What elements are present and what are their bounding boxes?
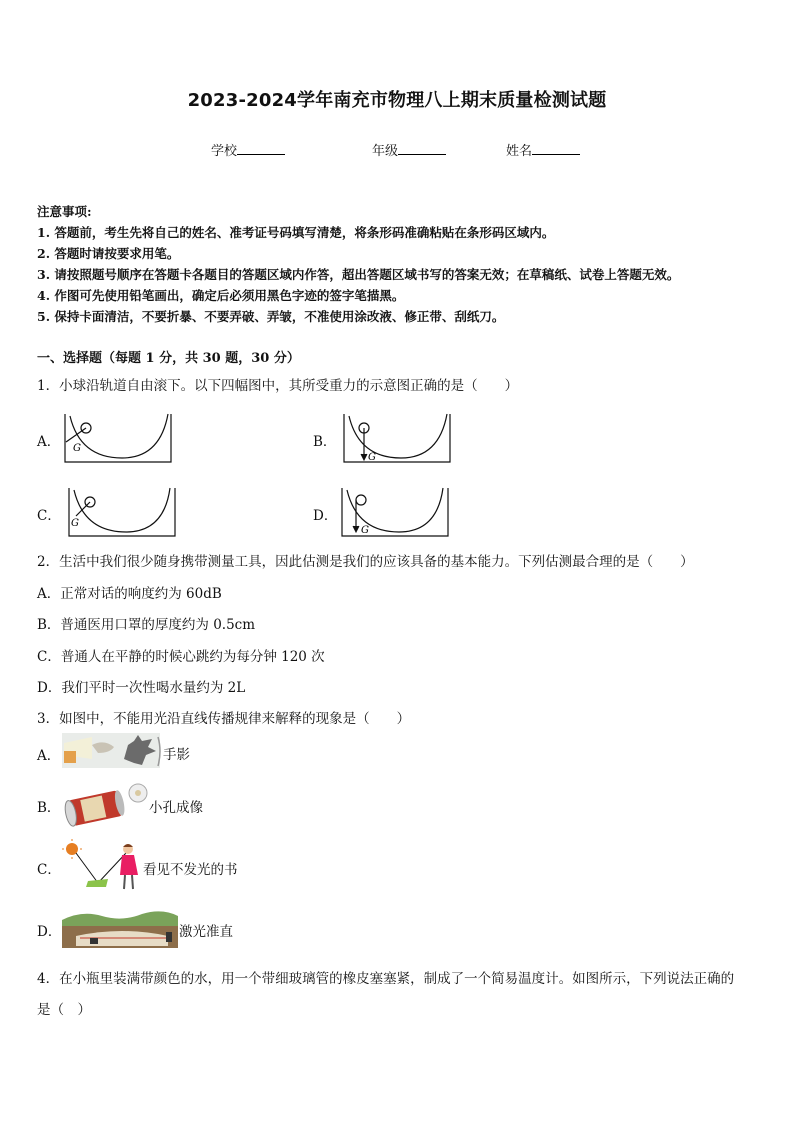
q3-option-a-label: A． bbox=[37, 748, 61, 764]
force-label-g: G bbox=[73, 443, 81, 454]
q3-caption-c: 看见不发光的书 bbox=[143, 862, 238, 878]
notes-heading: 注意事项: bbox=[37, 204, 92, 219]
q3-caption-a: 手影 bbox=[163, 747, 190, 763]
q3-option-b-label: B． bbox=[37, 800, 61, 816]
school-field bbox=[211, 140, 285, 159]
q3-caption-b: 小孔成像 bbox=[149, 800, 203, 816]
q3-caption-d: 激光准直 bbox=[179, 924, 233, 940]
q1-figure-b bbox=[341, 410, 453, 466]
question-4-text-cont: 是（ ） bbox=[37, 1002, 91, 1018]
name-label: 姓名 bbox=[506, 144, 533, 159]
reflected-book-image bbox=[60, 839, 144, 893]
note-item: 5. 保持卡面清洁，不要折暴、不要弄破、弄皱，不准使用涂改液、修正带、刮纸刀。 bbox=[37, 309, 505, 324]
laser-tunnel-image bbox=[62, 908, 180, 948]
question-4-text: 4．在小瓶里装满带颜色的水，用一个带细玻璃管的橡皮塞塞紧，制成了一个简易温度计。如图所示，下列说法正确的 bbox=[37, 971, 735, 987]
name-blank bbox=[532, 141, 580, 155]
note-item: 1. 答题前，考生先将自己的姓名、准考证号码填写清楚，将条形码准确粘贴在条形码区域内。 bbox=[37, 225, 555, 240]
pinhole-camera-image bbox=[62, 779, 150, 825]
q1-figure-a bbox=[62, 410, 174, 466]
q2-option-d: D．我们平时一次性喝水量约为 2L bbox=[37, 680, 246, 696]
note-item: 4. 作图可先使用铅笔画出，确定后必须用黑色字迹的签字笔描黑。 bbox=[37, 288, 405, 303]
q1-option-b-label: B． bbox=[313, 434, 337, 450]
hand-shadow-image bbox=[62, 733, 162, 769]
force-label-g: G bbox=[361, 525, 369, 536]
name-field bbox=[506, 140, 580, 159]
grade-blank bbox=[398, 141, 446, 155]
q1-option-a-label: A． bbox=[37, 434, 61, 450]
question-2-text: 2．生活中我们很少随身携带测量工具，因此估测是我们的应该具备的基本能力。下列估测最合理的是（ ） bbox=[37, 554, 694, 570]
q1-figure-c bbox=[66, 484, 178, 540]
q1-option-d-label: D． bbox=[313, 508, 338, 524]
section-heading: 一、选择题（每题 1 分，共 30 题，30 分） bbox=[37, 351, 300, 366]
q3-option-d-label: D． bbox=[37, 924, 62, 940]
note-item: 3. 请按照题号顺序在答题卡各题目的答题区域内作答，超出答题区域书写的答案无效；在草稿纸、试卷上答题无效。 bbox=[37, 267, 680, 282]
note-item: 2. 答题时请按要求用笔。 bbox=[37, 246, 180, 261]
q1-figure-d bbox=[339, 484, 451, 540]
q1-option-c-label: C． bbox=[37, 508, 61, 524]
grade-label: 年级 bbox=[372, 144, 399, 159]
q2-option-c: C．普通人在平静的时候心跳约为每分钟 120 次 bbox=[37, 649, 325, 665]
q3-option-c-label: C． bbox=[37, 862, 61, 878]
question-3-text: 3．如图中，不能用光沿直线传播规律来解释的现象是（ ） bbox=[37, 711, 411, 727]
force-label-g: G bbox=[368, 452, 376, 463]
grade-field bbox=[372, 140, 446, 159]
force-label-g: G bbox=[71, 518, 79, 529]
question-1-text: 1．小球沿轨道自由滚下。以下四幅图中，其所受重力的示意图正确的是（ ） bbox=[37, 378, 519, 394]
school-blank bbox=[237, 141, 285, 155]
school-label: 学校 bbox=[211, 144, 238, 159]
q2-option-b: B．普通医用口罩的厚度约为 0.5cm bbox=[37, 617, 256, 633]
q2-option-a: A．正常对话的响度约为 60dB bbox=[37, 586, 222, 602]
page-title: 2023-2024学年南充市物理八上期末质量检测试题 bbox=[187, 90, 607, 111]
